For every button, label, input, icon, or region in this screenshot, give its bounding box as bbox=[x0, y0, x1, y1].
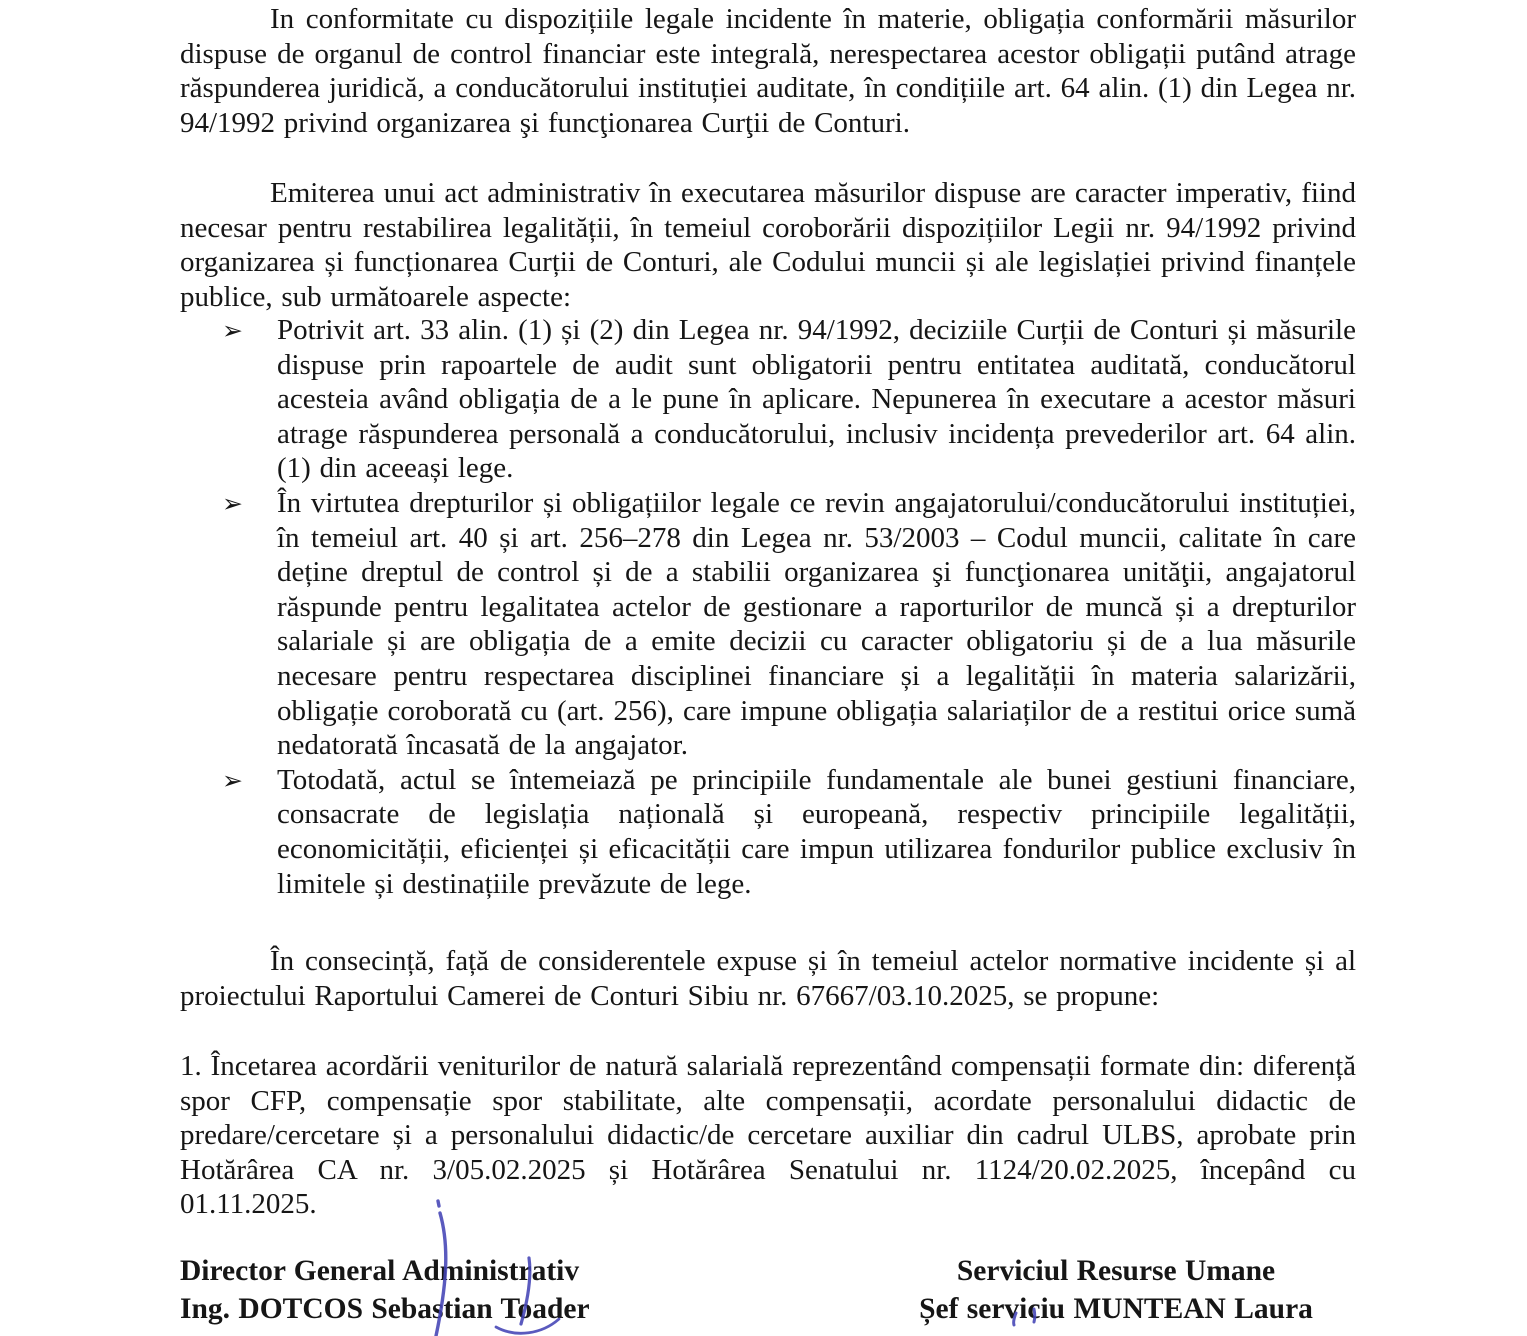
paragraph-emiterea: Emiterea unui act administrativ în executarea măsurilor dispuse are caracter imperativ, fiind necesar pentru restabilirea legalității, în temeiul coroborării dispozițiilor Legii nr. 94/1992 privind organizarea și funcționarea Curții de Conturi, ale Codului muncii și ale legislației privind finanțele publice, sub următoarele aspecte: bbox=[180, 177, 1356, 313]
signature-block-right bbox=[900, 1252, 1332, 1328]
signer-title: Director General Administrativ bbox=[180, 1255, 580, 1287]
signer-title: Serviciul Resurse Umane bbox=[956, 1255, 1276, 1287]
paragraph-incetarea: 1. Încetarea acordării veniturilor de natură salarială reprezentând compensații formate din: diferență spor CFP, compensație spor stabilitate, alte compensații, acordate personalului didactic de predare/cercetare și a personalului didactic/de cercetare auxiliar din cadrul ULBS, aprobate prin Hotărârea CA nr. 3/05.02.2025 și Hotărârea Senatului nr. 1124/20.02.2025, începând cu 01.11.2025. bbox=[180, 1050, 1356, 1221]
list-item bbox=[180, 486, 1356, 763]
arrow-bullet-icon: ➢ bbox=[222, 316, 243, 345]
paragraph-consecinta: În consecință, față de considerentele expuse și în temeiul actelor normative incidente și al proiectului Raportului Camerei de Conturi Sibiu nr. 67667/03.10.2025, se propune: bbox=[180, 945, 1356, 1012]
list-item bbox=[180, 313, 1356, 486]
signer-name: Ing. DOTCOS Sebastian Toader bbox=[180, 1293, 590, 1325]
bullet-list bbox=[180, 313, 1356, 901]
list-item bbox=[180, 763, 1356, 901]
signer-name: Șef serviciu MUNTEAN Laura bbox=[919, 1293, 1313, 1325]
signature-block-left bbox=[180, 1252, 650, 1328]
bullet-text: Potrivit art. 33 alin. (1) și (2) din Legea nr. 94/1992, deciziile Curții de Conturi și măsurile dispuse prin rapoartele de audit sunt obligatorii pentru entitatea auditată, conducătorul acesteia având obligația de a le pune în aplicare. Nepunerea în executare a acestor măsuri atrage răspunderea personală a conducătorului, inclusiv incidența prevederilor art. 64 alin. (1) din aceeași lege. bbox=[277, 314, 1356, 485]
arrow-bullet-icon: ➢ bbox=[222, 765, 243, 795]
bullet-text: În virtutea drepturilor și obligațiilor legale ce revin angajatorului/conducătorului instituției, în temeiul art. 40 și art. 256–278 din Legea nr. 53/2003 – Codul muncii, calitate în care deține dreptul de control și de a stabilii organizarea şi funcţionarea unităţii, angajatorul răspunde pentru legalitatea actelor de gestionare a raporturilor de muncă și a drepturilor salariale și are obligația de a emite decizii cu caracter obligatoriu și de a lua măsurile necesare pentru respectarea disciplinei financiare și a legalității în materia salarizării, obligație coroborată cu (art. 256), care impune obligația salariaților de a restitui orice sumă nedatorată încasată de la angajator. bbox=[277, 486, 1356, 762]
bullet-text: Totodată, actul se întemeiază pe principiile fundamentale ale bunei gestiuni financiare, consacrate de legislația națională și europeană, respectiv principiile legalității, economicității, eficienței și eficacității care impun utilizarea fondurilor publice exclusiv în limitele și destinațiile prevăzute de lege. bbox=[277, 763, 1356, 900]
arrow-bullet-icon: ➢ bbox=[222, 488, 243, 518]
paragraph-conformitate: In conformitate cu dispozițiile legale incidente în materie, obligația conformării măsurilor dispuse de organul de control financiar este integrală, nerespectarea acestor obligații putând atrage răspunderea juridică, a conducătorului instituției auditate, în condițiile art. 64 alin. (1) din Legea nr. 94/1992 privind organizarea şi funcţionarea Curţii de Conturi. bbox=[180, 3, 1356, 139]
